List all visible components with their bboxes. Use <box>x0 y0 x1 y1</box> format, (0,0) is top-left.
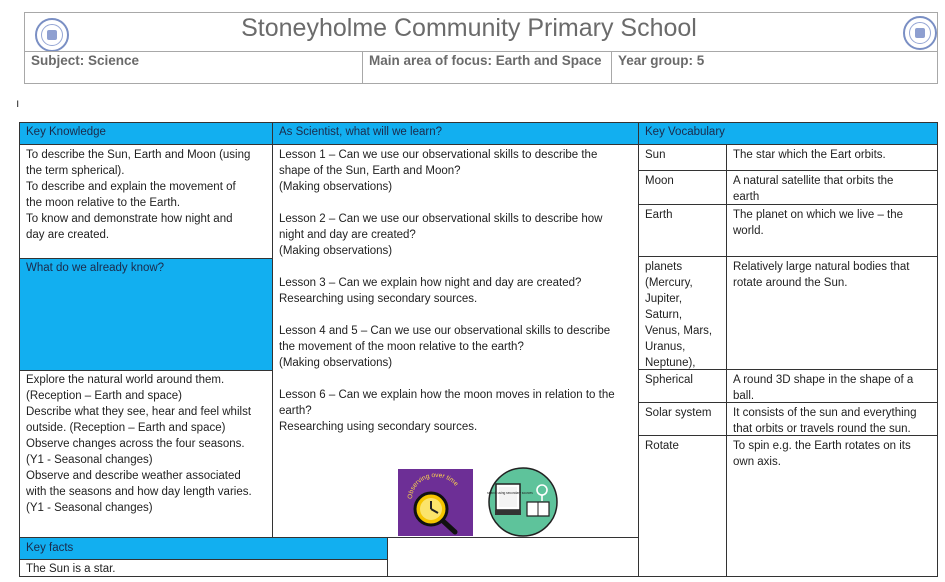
vocab-definition: To spin e.g. the Earth rotates on its own axis. <box>726 435 938 577</box>
vocab-term: Spherical <box>638 369 727 403</box>
vocab-definition: A round 3D shape in the shape of a ball. <box>726 369 938 403</box>
school-crest-right-icon <box>903 16 937 50</box>
vocab-header: Key Vocabulary <box>638 122 938 145</box>
focus-cell: Main area of focus: Earth and Space <box>362 51 612 84</box>
learn-body: Lesson 1 – Can we use our observational skills to describe the shape of the Sun, Earth and Moon? (Making observations) Lesson 2 – Can we use our observational skills to describe how night and day are created? (Making observations) Lesson 3 – Can we explain how night and day are created? Researching using secondary sources. Lesson 4 and 5 – Can we use our observational skills to describe the movement of the moon relative to the earth? (Making observations) Lesson 6 – Can we explain how the moon moves in relation to the earth? Researching using secondary sources. <box>272 144 639 538</box>
vocab-definition: Relatively large natural bodies that rotate around the Sun. <box>726 256 938 370</box>
key-knowledge-header: Key Knowledge <box>19 122 273 145</box>
key-facts-header: Key facts <box>19 537 388 560</box>
key-facts-body: The Sun is a star. <box>19 559 388 577</box>
vocab-term: Moon <box>638 170 727 205</box>
stray-mark: ı <box>16 96 20 110</box>
vocab-term: Sun <box>638 144 727 171</box>
vocab-term: Rotate <box>638 435 727 577</box>
key-facts-empty-cell <box>387 537 639 577</box>
learn-header: As Scientist, what will we learn? <box>272 122 639 145</box>
already-know-header: What do we already know? <box>19 258 273 371</box>
vocab-definition: The planet on which we live – the world. <box>726 204 938 257</box>
clock-magnifier-icon <box>398 469 473 536</box>
research-computer-book-icon <box>487 466 559 538</box>
vocab-definition: A natural satellite that orbits the earth <box>726 170 938 205</box>
svg-text:Research using secondary sourc: Research using secondary sources <box>487 491 533 495</box>
vocab-term: planets (Mercury, Jupiter, Saturn, Venus, Mars, Uranus, Neptune), <box>638 256 727 370</box>
vocab-definition: It consists of the sun and everything that orbits or travels round the sun. <box>726 402 938 436</box>
vocab-term: Earth <box>638 204 727 257</box>
svg-text:Observing over time: Observing over time <box>406 471 460 500</box>
already-know-body: Explore the natural world around them. (Reception – Earth and space) Describe what they see, hear and feel whilst outside. (Reception – Earth and space) Observe changes across the four seasons. (Y1 - Seasonal changes) Observe and describe weather associated with the seasons and how day length varies. (Y1 - Seasonal changes) <box>19 370 273 538</box>
research-secondary-sources-badge <box>487 466 559 538</box>
year-group-cell: Year group: 5 <box>611 51 938 84</box>
vocab-definition: The star which the Eart orbits. <box>726 144 938 171</box>
school-crest-left-icon <box>35 18 69 52</box>
school-name: Stoneyholme Community Primary School <box>241 14 697 42</box>
observing-over-time-badge <box>398 469 473 536</box>
vocab-term: Solar system <box>638 402 727 436</box>
key-knowledge-body: To describe the Sun, Earth and Moon (using the term spherical). To describe and explain the movement of the moon relative to the Earth. To know and demonstrate how night and day are created. <box>19 144 273 259</box>
subject-cell: Subject: Science <box>24 51 363 84</box>
